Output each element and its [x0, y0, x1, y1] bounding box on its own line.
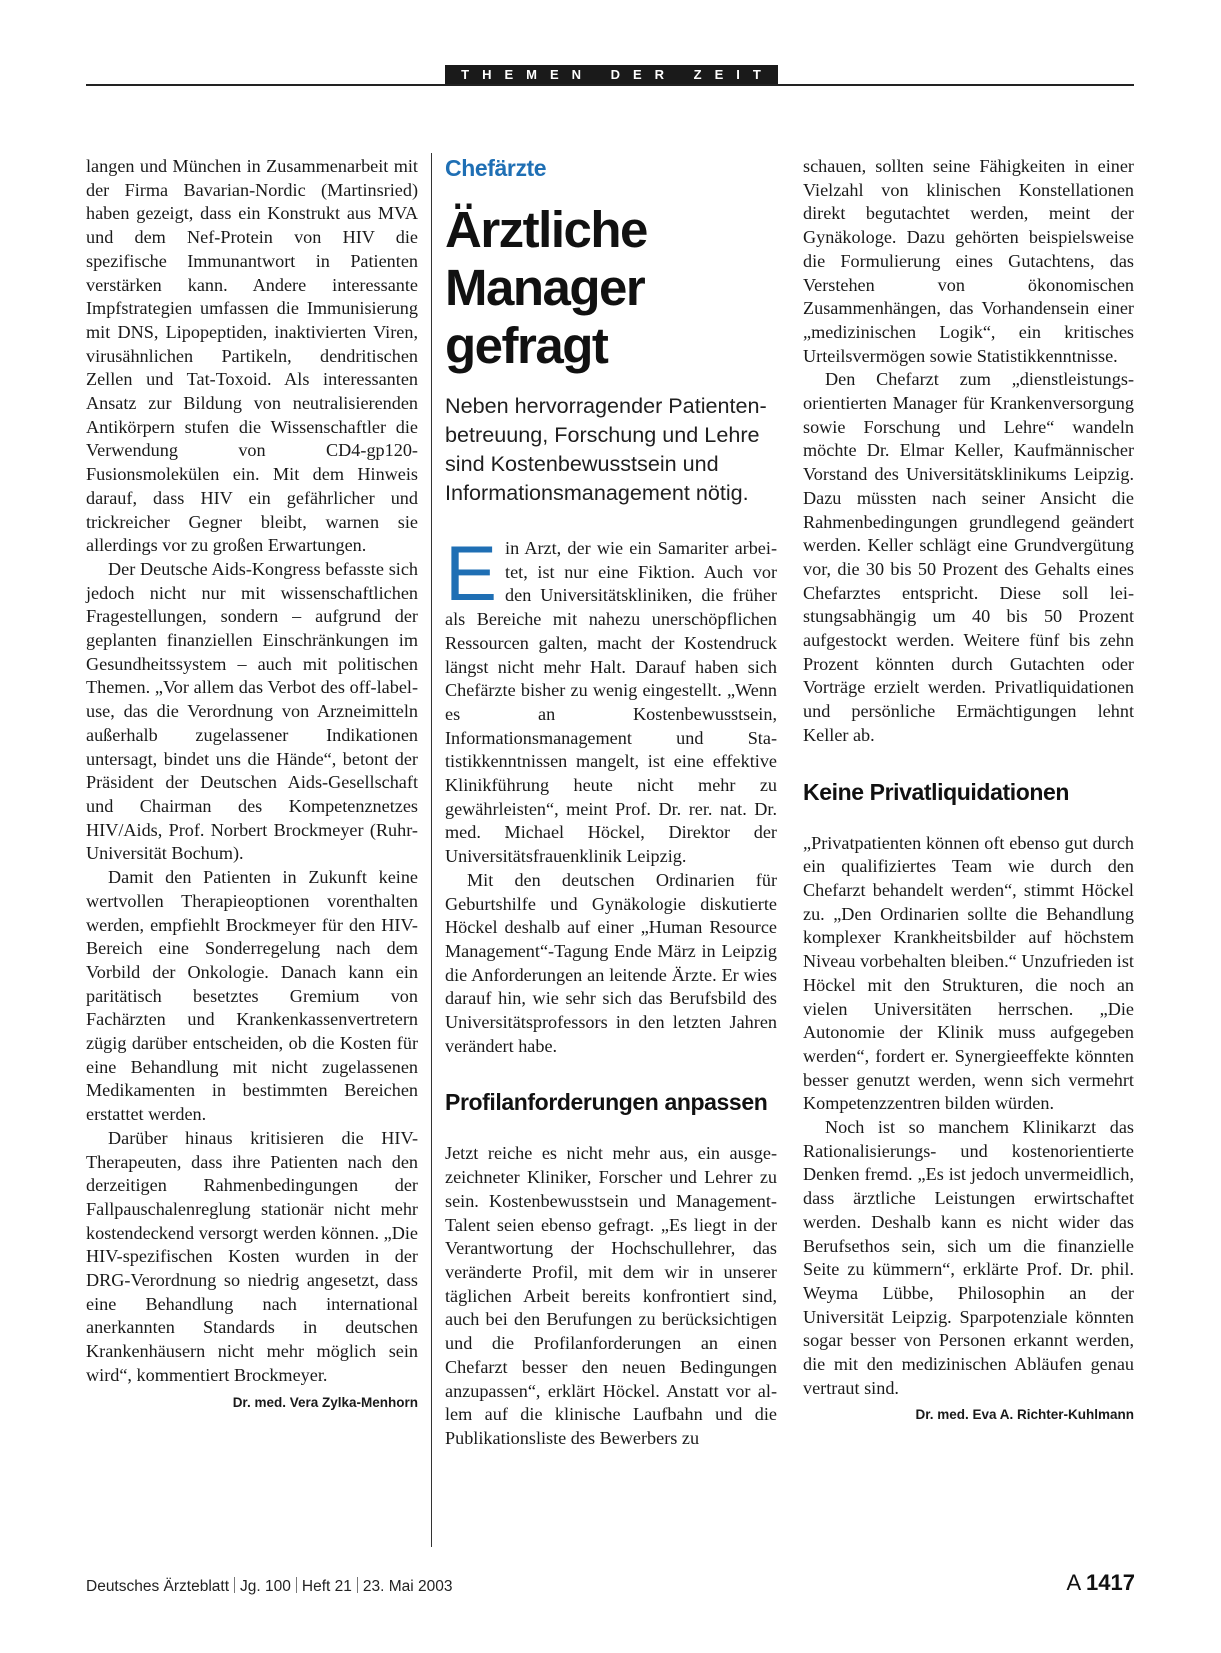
- paragraph: Damit den Patienten in Zukunft keine wertvollen Therapieoptionen vorenthalten werden, empfiehlt Brockmeyer für den HIV-Bereich eine Sonderregelung nach dem Vorbild der Onkologie. Danach kann ein paritätisch besetztes Gremium von Fachärzten und Krankenkassenvertretern zügig darüber entscheiden, ob die Kosten für eine Behandlung mit nicht zugelassenen Medikamenten in bestimmten Bereichen erstattet werden.: [86, 867, 418, 1125]
- issue-date: 23. Mai 2003: [362, 1578, 453, 1595]
- author-byline: Dr. med. Vera Zylka-Menhorn: [232, 1394, 418, 1410]
- subheading: Keine Privatliquidationen: [803, 778, 1070, 805]
- page-footer: [86, 1577, 452, 1596]
- paragraph: langen und München in Zusammenarbeit mit der Firma Bavarian-Nordic (Martinsried) haben gezeigt, dass ein Konstrukt aus MVA und dem Nef-Protein von HIV die spezifische Immunantwort in Patienten verstärken kann. Andere interessante Impfstrategien umfassen die Immunisierung mit DNS, Lipopeptiden, inaktivierten Viren, virusähnlichen Partikeln, dendritischen Zellen und Tat-Toxoid. Als interessanten Ansatz zur Bildung von neutralisierenden Antikörpern stufen die Wissenschaftler die Verwendung von CD4-gp120-Fusionsmolekülen ein. Mit dem Hinweis darauf, dass HIV ein gefährlicher und trickreicher Gegner bleibt, warnen sie allerdings vor zu großen Erwartungen.: [86, 156, 418, 556]
- column-left: [86, 155, 418, 1414]
- paragraph: [86, 1127, 418, 1410]
- column-divider: [431, 153, 432, 1547]
- journal-issue: Heft 21: [301, 1578, 352, 1595]
- paragraph: „Privatpatienten können oft ebenso gut durch ein qualifiziertes Team wie durch den Chefarzt behandelt werden“, stimmt Höckel zu. „Den Ordinarien sollte die Behandlung komplexer Krankheitsbilder auf höchstem Niveau vorbehalten bleiben.“ Unzufrieden ist Höckel mit den Strukturen, die noch an vielen Universitäten herrschen. „Die Autonomie der Klinik muss aufgegeben werden“, fordert er. Synergieeffekte könnten besser genutzt werden, wenn sich vermehrt Kompetenzzentren bilden würden.: [803, 832, 1134, 1114]
- paragraph-text: Noch ist so manchem Klinikarzt das Rationalisierungs- und kostenorientierte Denken fremd. „Es ist jedoch unvermeidlich, dass ärztliche Leistungen erwirtschaftet werden. Deshalb kann es nicht wider das Berufsethos sein, sich um die finanzielle Seite zu kümmern“, erklärte Prof. Dr. phil. Weyma Lübbe, Philosophin an der Universität Leipzig. Sparpotenziale könnten sogar besser von Personen erkannt werden, die mit den medizinischen Abläufen genau vertraut sind.: [803, 1117, 1134, 1398]
- section-header: THEMEN DER ZEIT: [445, 65, 778, 85]
- article-kicker: Chefärzte: [445, 155, 547, 181]
- paragraph: Der Deutsche Aids-Kongress befasste sich jedoch nicht nur mit wissenschaftlichen Fragestellungen, sondern – aufgrund der geplanten finanziellen Einschränkungen im Gesundheitssystem – auch mit politischen Themen. „Vor allem das Verbot des off-label-use, das die Verordnung von Arzneimitteln außerhalb zugelassener Indikationen untersagt, bindet uns die Hände“, betont der Präsident der Deutschen Aids-Gesellschaft und Chairman des Kompetenznetzes HIV/Aids, Prof. Norbert Brockmeyer (Ruhr-Universität Bochum).: [86, 558, 418, 864]
- journal-volume: Jg. 100: [240, 1578, 291, 1595]
- footer-separator: [234, 1577, 235, 1593]
- page-prefix: A: [1066, 1570, 1080, 1595]
- drop-cap: E: [445, 529, 498, 617]
- paragraph: Den Chefarzt zum „dienstleistungsorientierten Manager für Krankenversorgung sowie Forschung und Lehre“ wandeln möchte Dr. Elmar Keller, Kaufmännischer Vorstand des Universitätsklinikums Leipzig. Dazu müssten nach seiner Ansicht die Rahmenbedingungen grundlegend geändert werden. Keller schlägt eine Grundvergütung vor, die 30 bis 50 Prozent des Gehalts eines Chefarztes entspricht. Diese soll leistungsabhängig um 40 bis 50 Prozent aufgestockt werden. Weitere fünf bis zehn Prozent könnten durch Gutachten oder Vorträge erzielt werden. Privatliquidationen und persönliche Ermächtigungen lehnt Keller ab.: [803, 369, 1134, 745]
- article-headline: Ärztliche Manager gefragt: [445, 201, 647, 374]
- subheading: Profilanforderungen anpassen: [445, 1089, 768, 1116]
- paragraph-text: in Arzt, der wie ein Samariter arbeitet, ist nur eine Fiktion. Auch vor den Universitätskliniken, die früher als Bereiche mit nahezu unerschöpflichen Ressourcen galten, macht der Kostendruck längst nicht mehr Halt. Darauf haben sich Chefärzte bisher zu wenig eingestellt. „Wenn es an Kostenbewusstsein, Informationsmanagement und Statistikkenntnissen mangelt, ist eine effektive Klinikführung heute nicht mehr zu gewährleisten“, meint Prof. Dr. rer. nat. Dr. med. Michael Höckel, Direktor der Universitätsfrauenklinik Leipzig.: [445, 538, 777, 867]
- header-rule: [86, 84, 1134, 86]
- paragraph: [803, 1116, 1134, 1423]
- paragraph-text: Darüber hinaus kritisieren die HIV-Therapeuten, dass ihre Patienten nach den derzeitigen Rahmenbedingungen der Fallpauschalenreglung stationär nicht mehr kostendeckend versorgt werden können. „Die HIV-spezifischen Kosten wurden in der DRG-Verordnung so niedrig angesetzt, dass eine Behandlung nach international anerkannten Standards in deutschen Krankenhäusern nicht mehr möglich sein wird“, kommentiert Brockmeyer.: [86, 1127, 418, 1385]
- paragraph: Mit den deutschen Ordinarien für Geburtshilfe und Gynäkologie diskutierte Höckel deshalb auf einer „Human Resource Management“-Tagung Ende März in Leipzig die Anforderungen an leitende Ärzte. Er wies darauf hin, wie sehr sich das Berufsbild des Universitätsprofessors in den letzten Jahren verändert habe.: [445, 869, 777, 1056]
- page-number-value: 1417: [1086, 1570, 1135, 1595]
- article-deck: Neben hervorragender Patientenbetreuung, Forschung und Lehre sind Kostenbewusstsein und Informationsmanagement nötig.: [445, 393, 767, 505]
- footer-separator: [296, 1577, 297, 1593]
- journal-name: Deutsches Ärzteblatt: [86, 1578, 230, 1595]
- paragraph: schauen, sollten seine Fähigkeiten in einer Vielzahl von klinischen Konstellationen direkt begutachtet werden, meint der Gynäkologe. Dazu gehörten beispielsweise die Formulierung eines Gutachtens, das Verstehen von ökonomischen Zusammenhängen, das Vorhandensein einer „medizinischen Logik“, ein kritisches Urteilsvermögen sowie Statistikkenntnisse.: [803, 156, 1134, 366]
- paragraph: Jetzt reiche es nicht mehr aus, ein ausgezeichneter Kliniker, Forscher und Lehrer zu sein. Kostenbewusstsein und Management-Talent seien ebenso gefragt. „Es liegt in der Verantwortung der Hochschullehrer, das veränderte Profil, mit dem wir in unserer täglichen Arbeit bereits konfrontiert sind, auch bei den Berufungen zu berücksichtigen und die Profilanforderungen an einen Chefarzt besser den neuen Bedingungen anzupassen“, erklärt Höckel. Anstatt vor allem auf die klinische Laufbahn und die Publikationsliste des Bewerbers zu: [445, 1143, 777, 1448]
- lead-paragraph: [445, 529, 777, 869]
- page-number: [1066, 1570, 1135, 1596]
- column-middle: [445, 155, 777, 1451]
- column-right: [803, 155, 1134, 1427]
- author-byline: Dr. med. Eva A. Richter-Kuhlmann: [915, 1407, 1134, 1423]
- footer-separator: [357, 1577, 358, 1593]
